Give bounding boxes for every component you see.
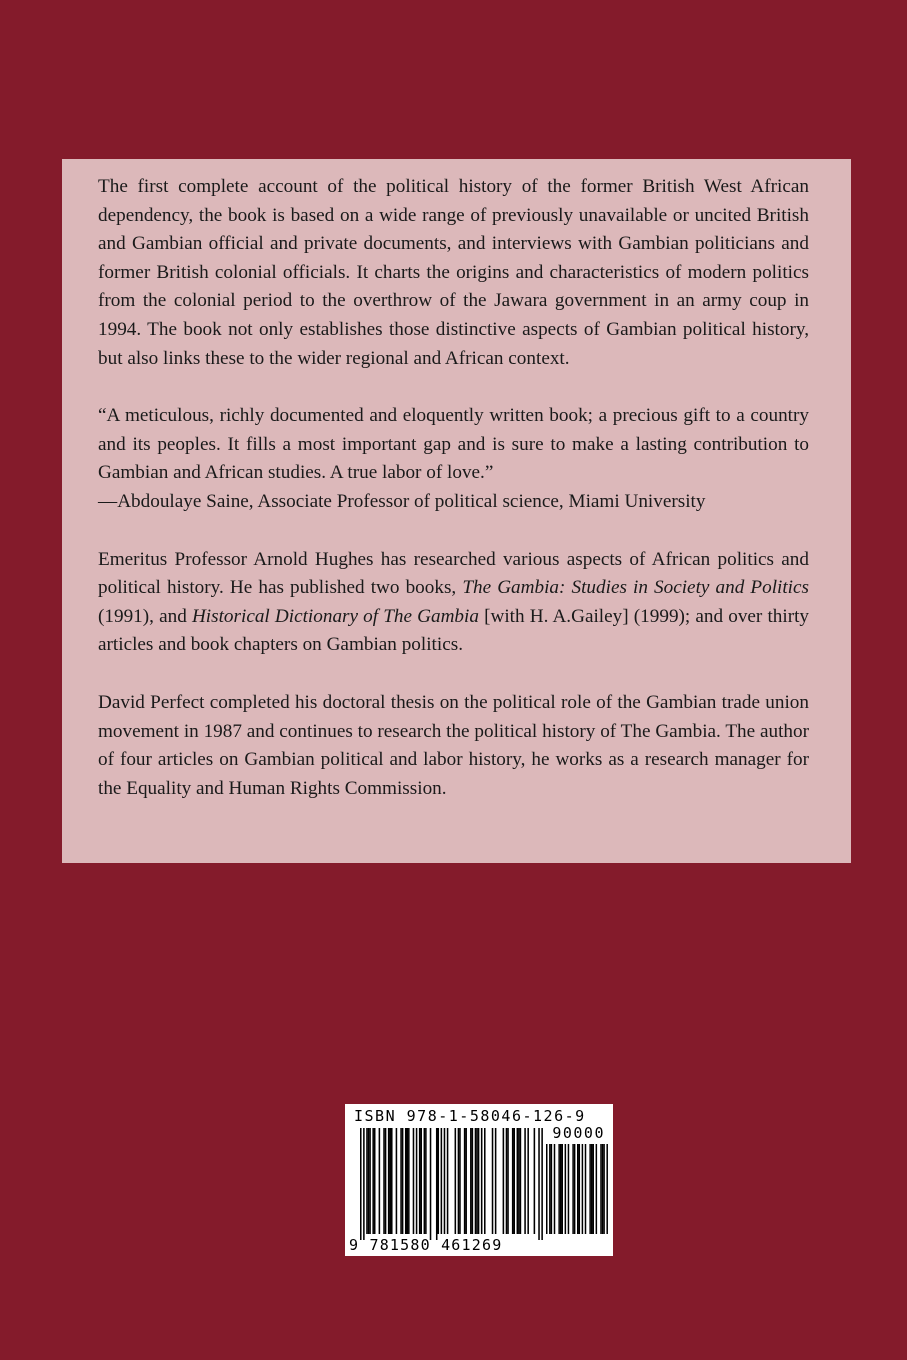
addon-bar (593, 1144, 595, 1234)
addon-bar (558, 1144, 560, 1234)
barcode-bar (503, 1128, 505, 1234)
review-quote: “A meticulous, richly documented and eloquently written book; a precious gift to a country and its peoples. It fills a most important gap and is sure to make a lasting contribution to Gambian and African studies. A true labor of love.” (98, 405, 809, 484)
hughes-bio-part-a: Emeritus Professor Arnold Hughes has researched various aspects of African politics and political history. He has published two books, (98, 548, 809, 599)
barcode-bar (527, 1128, 529, 1234)
review-attribution: —Abdoulaye Saine, Associate Professor of political science, Miami University (98, 490, 706, 512)
addon-bar (568, 1144, 570, 1234)
addon-bar (554, 1144, 556, 1234)
barcode-bar (492, 1128, 494, 1234)
barcode-bar (513, 1128, 515, 1234)
barcode-bar (458, 1128, 460, 1234)
barcode-bar (368, 1128, 370, 1234)
author-bio-perfect: David Perfect completed his doctoral thesis on the political role of the Gambian trade union movement in 1987 and continues to research the political history of The Gambia. The author of four articles on Gambian political and labor history, he works as a research manager for the Equality and Human Rights Commission. (98, 691, 809, 799)
barcode-bar (430, 1128, 432, 1240)
barcode-bar (372, 1128, 374, 1234)
author-bio-hughes (98, 546, 809, 660)
barcode-bar (464, 1128, 466, 1234)
addon-bar (574, 1144, 576, 1234)
addon-bar (600, 1144, 602, 1234)
barcode-bar (465, 1128, 467, 1234)
addon-bar (565, 1144, 567, 1234)
isbn-label: ISBN 978-1-58046-126-9 (354, 1107, 586, 1125)
back-cover-blurb-panel (62, 159, 851, 863)
barcode-bar (476, 1128, 478, 1234)
barcode-bar (408, 1128, 410, 1234)
barcode-bar (507, 1128, 509, 1234)
barcode-digits: 9 781580 461269 (349, 1236, 503, 1254)
addon-bar (602, 1144, 604, 1234)
addon-bar (606, 1144, 608, 1234)
price-code: 90000 (552, 1124, 605, 1142)
hughes-book-title-1: The Gambia: Studies in Society and Politics (462, 577, 809, 599)
barcode-bar (472, 1128, 474, 1234)
barcode-bar (441, 1128, 443, 1234)
barcode-bar (506, 1128, 508, 1234)
addon-bar (596, 1144, 598, 1234)
barcode-bar (478, 1128, 480, 1234)
barcode-bar (481, 1128, 483, 1234)
barcode-bar (470, 1128, 472, 1234)
barcode-bar (420, 1128, 422, 1234)
barcode-bar (475, 1128, 477, 1234)
barcode-bar (405, 1128, 407, 1234)
barcode-bar (534, 1128, 536, 1234)
barcode-bar (388, 1128, 390, 1234)
barcode-bar (541, 1128, 543, 1240)
barcode-bar (389, 1128, 391, 1234)
barcode-bar (383, 1128, 385, 1234)
barcode-bar (366, 1128, 368, 1234)
barcode-bar (438, 1128, 440, 1234)
barcode-bar (424, 1128, 426, 1234)
addon-bar (562, 1144, 564, 1234)
addon-bar (579, 1144, 581, 1234)
barcode-bar (413, 1128, 415, 1234)
barcode-bar (379, 1128, 381, 1234)
barcode-bars (345, 1104, 613, 1256)
barcode-bar (495, 1128, 497, 1234)
barcode-bar (455, 1128, 457, 1234)
barcode-bar (400, 1128, 402, 1234)
barcode-bar (484, 1128, 486, 1234)
barcode-bar (360, 1128, 362, 1240)
barcode-bar (369, 1128, 371, 1234)
barcode-bar (407, 1128, 409, 1234)
barcode-bar (518, 1128, 520, 1234)
addon-bar (577, 1144, 579, 1234)
addon-bar (560, 1144, 562, 1234)
addon-bar (603, 1144, 605, 1234)
addon-bar (589, 1144, 591, 1234)
review-paragraph (98, 402, 809, 516)
isbn-barcode (345, 1104, 613, 1256)
barcode-bar (419, 1128, 421, 1234)
addon-bar (572, 1144, 574, 1234)
barcode-bar (538, 1128, 540, 1240)
barcode-bar (512, 1128, 514, 1234)
barcode-bar (459, 1128, 461, 1234)
barcode-bar (391, 1128, 393, 1234)
addon-bar (549, 1144, 551, 1234)
hughes-bio-part-b: (1991), and (98, 605, 187, 627)
addon-bar (546, 1144, 548, 1234)
barcode-bar (447, 1128, 449, 1234)
addon-bar (551, 1144, 553, 1234)
barcode-bar (520, 1128, 522, 1234)
barcode-bar (402, 1128, 404, 1234)
barcode-bar (524, 1128, 526, 1234)
addon-bar (585, 1144, 587, 1234)
hughes-bio-part-c: [with H. A.Gailey] (1999); and over thirty articles and book chapters on Gambian politics. (98, 605, 810, 656)
barcode-bar (436, 1128, 438, 1240)
barcode-bar (396, 1128, 398, 1234)
addon-bar (591, 1144, 593, 1234)
barcode-bar (374, 1128, 376, 1234)
barcode-bar (385, 1128, 387, 1234)
book-description: The first complete account of the political history of the former British West African dependency, the book is based on a wide range of previously unavailable or uncited British and Gambian official and private documents, and interviews with Gambian politicians and former British colonial officials. It charts the origins and characteristics of modern politics from the colonial period to the overthrow of the Jawara government in an army coup in 1994. The book not only establishes those distinctive aspects of Gambian political history, but also links these to the wider regional and African context. (98, 176, 809, 369)
barcode-bar (444, 1128, 446, 1234)
barcode-bar (363, 1128, 365, 1240)
barcode-bar (517, 1128, 519, 1234)
addon-bar (582, 1144, 584, 1234)
barcode-bar (416, 1128, 418, 1234)
barcode-bar (425, 1128, 427, 1234)
hughes-book-title-2: Historical Dictionary of The Gambia (191, 605, 479, 627)
